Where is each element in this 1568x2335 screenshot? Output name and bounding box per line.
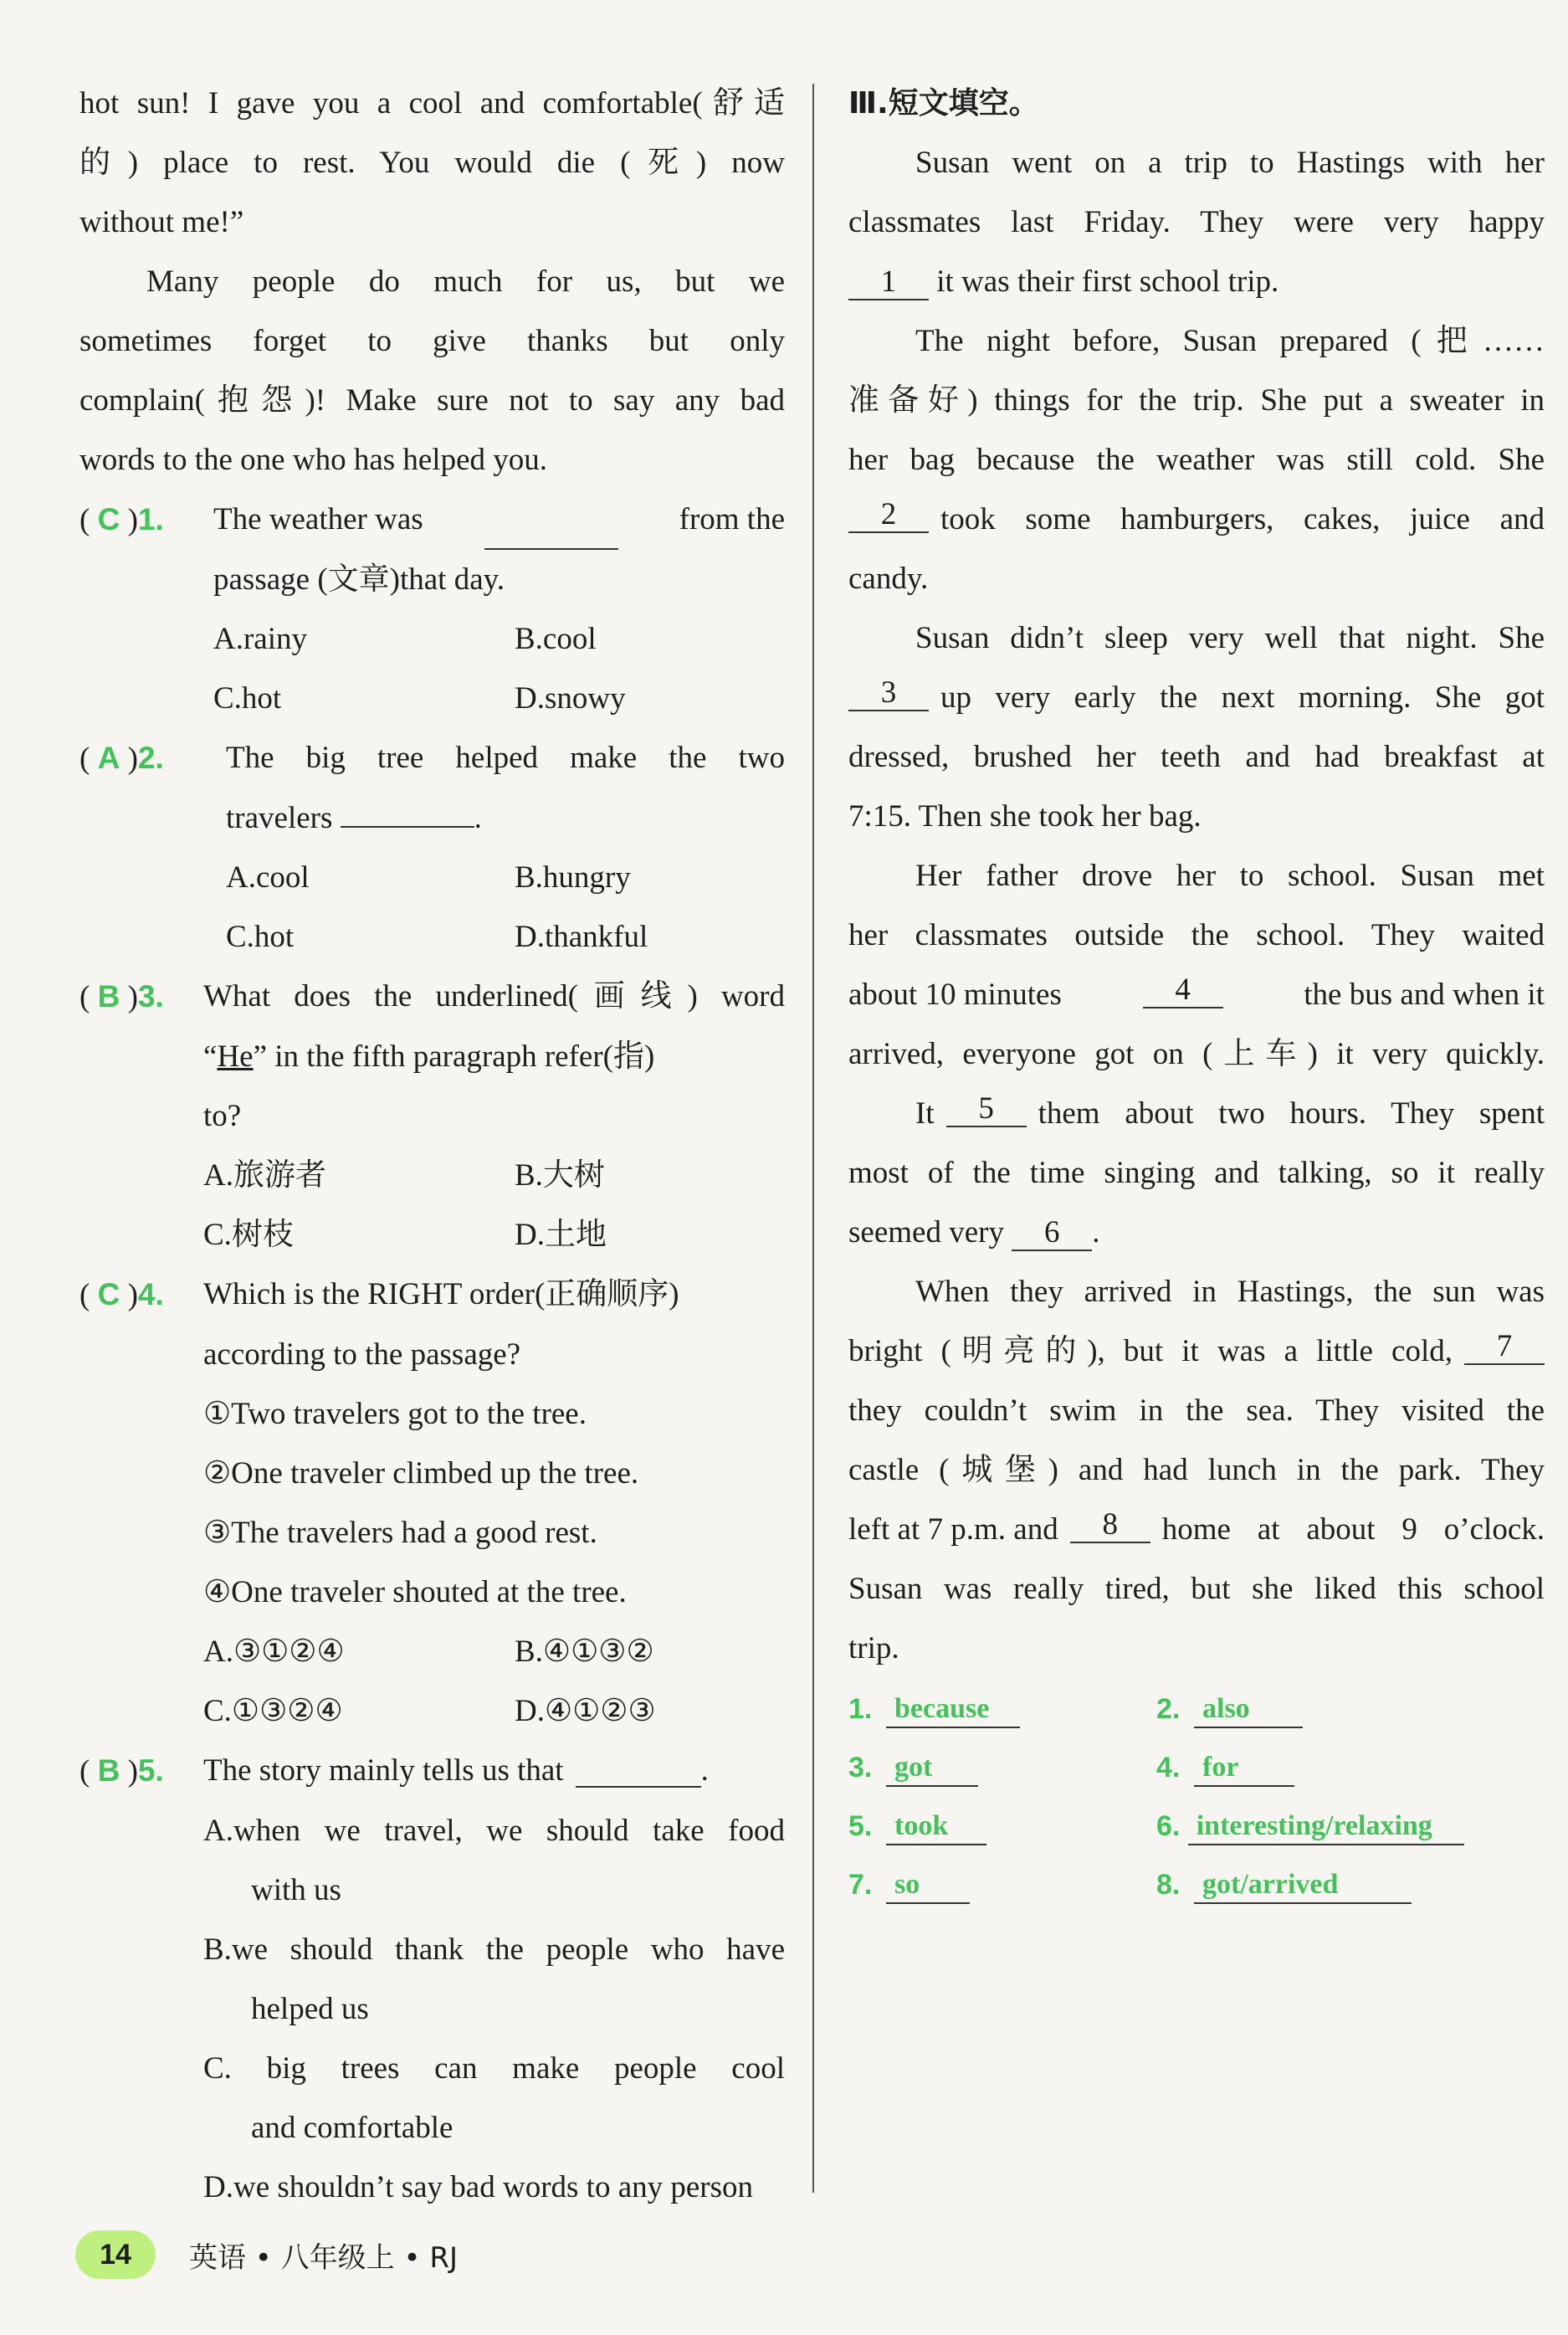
answer-slot: ( C )1.	[79, 502, 164, 537]
section-heading: Ⅲ.短文填空。	[848, 86, 1039, 121]
order-item: ①Two travelers got to the tree.	[203, 1397, 587, 1431]
options-row	[79, 609, 785, 669]
option: D.④①②③	[515, 1694, 656, 1728]
answer-blank	[341, 826, 474, 828]
answer-row	[848, 1680, 1545, 1738]
options-row	[79, 848, 785, 907]
numbered-blank: 8	[1070, 1508, 1150, 1543]
answer-text: got/arrived	[1194, 1869, 1412, 1904]
answer-number: 5.	[848, 1810, 873, 1842]
option: D.we shouldn’t say bad words to any person	[203, 2170, 754, 2204]
answer-item	[848, 1797, 1156, 1855]
order-item: ②One traveler climbed up the tree.	[203, 1456, 639, 1491]
answer-row	[848, 1855, 1545, 1914]
passage-line: 的) place to rest. You would die (死) now	[79, 146, 785, 180]
question-text: What does the underlined(画线) word	[203, 979, 785, 1014]
passage-line: words to the one who has helped you.	[79, 443, 548, 477]
passage-line: 7:15. Then she took her bag.	[848, 799, 1202, 834]
passage-line	[848, 1500, 1545, 1559]
page-number-badge: 14	[75, 2230, 156, 2279]
passage-line	[848, 252, 1545, 311]
answer-number: 3.	[848, 1752, 873, 1783]
passage-text: home at about 9 o’clock.	[1161, 1512, 1545, 1547]
passage-line: her classmates outside the school. They waited	[848, 918, 1545, 952]
passage-line: they couldn’t swim in the sea. They visited the	[848, 1393, 1545, 1428]
options-row	[79, 907, 785, 967]
answer-text: for	[1194, 1752, 1294, 1787]
passage-line: Susan went on a trip to Hastings with her	[915, 146, 1545, 180]
passage-line	[848, 1321, 1545, 1381]
answer-row	[848, 1738, 1545, 1797]
question-text: Which is the RIGHT order(正确顺序)	[203, 1277, 679, 1311]
numbered-blank: 1	[848, 265, 929, 300]
passage-text: them about two hours. They spent	[1038, 1096, 1545, 1131]
answer-blank	[576, 1756, 701, 1788]
answer-number: 8.	[1156, 1869, 1181, 1901]
right-column	[848, 74, 1545, 1914]
question-text: The big tree helped make the two	[226, 741, 785, 775]
answer-blank	[484, 505, 618, 550]
question-3	[79, 967, 785, 1027]
question-text: The weather was	[213, 502, 423, 536]
passage-line: arrived, everyone got on (上车) it very quickly.	[848, 1037, 1545, 1071]
passage-line: classmates last Friday. They were very happy	[848, 205, 1545, 239]
answer-item	[848, 1680, 1156, 1738]
passage-text: left at 7 p.m. and	[848, 1512, 1058, 1547]
passage-line: her bag because the weather was still cold. She	[848, 443, 1545, 477]
passage-line	[848, 1203, 1545, 1262]
passage-text: it was their first school trip.	[936, 264, 1279, 299]
options-row	[79, 1681, 785, 1741]
question-text: according to the passage?	[203, 1337, 521, 1372]
question-text: “	[203, 1039, 218, 1074]
answer-item	[848, 1855, 1156, 1914]
option: B.大树	[515, 1158, 605, 1193]
numbered-blank: 4	[1143, 973, 1223, 1008]
options-row	[79, 1622, 785, 1681]
option: A.when we travel, we should take food	[203, 1814, 785, 1848]
answer-number: 2.	[1156, 1693, 1181, 1725]
option: B.hungry	[515, 860, 631, 895]
question-text: ” in the fifth paragraph refer(指)	[253, 1039, 655, 1074]
passage-line	[848, 1084, 1545, 1143]
passage-line: castle (城堡) and had lunch in the park. They	[848, 1453, 1545, 1487]
passage-line: When they arrived in Hastings, the sun was	[915, 1275, 1545, 1309]
answer-item	[848, 1738, 1156, 1797]
question-5: ( B )5. The story mainly tells us that .	[79, 1741, 785, 1801]
passage-line	[848, 490, 1545, 549]
numbered-blank: 5	[946, 1092, 1027, 1127]
option-cont: helped us	[251, 1992, 369, 2026]
answer-item	[1156, 1680, 1464, 1738]
passage-line: sometimes forget to give thanks but only	[79, 324, 785, 358]
answer-text: because	[886, 1693, 1020, 1728]
answer-text: took	[886, 1810, 986, 1845]
option: C.树枝	[203, 1218, 294, 1252]
passage-line: Her father drove her to school. Susan met	[915, 859, 1545, 893]
question-text: The story mainly tells us that	[203, 1753, 564, 1788]
answer-number: 1.	[848, 1693, 873, 1725]
answer-key	[848, 1680, 1545, 1914]
passage-text: It	[915, 1096, 935, 1131]
page-footer	[75, 2230, 458, 2279]
passage-line: Susan was really tired, but she liked this school	[848, 1572, 1545, 1606]
passage-line: 准备好) things for the trip. She put a sweater in	[848, 383, 1545, 418]
answer-slot: ( B )5.	[79, 1753, 164, 1788]
option: A.③①②④	[203, 1634, 345, 1669]
answer-row	[848, 1797, 1545, 1855]
option: D.土地	[515, 1218, 607, 1252]
answer-number: 7.	[848, 1869, 873, 1901]
answer-number: 6.	[1156, 1810, 1181, 1842]
numbered-blank: 3	[848, 676, 929, 711]
passage-line: without me!”	[79, 205, 244, 239]
option: B.④①③②	[515, 1634, 654, 1669]
option: C.hot	[226, 920, 295, 954]
passage-line: Susan didn’t sleep very well that night. She	[915, 621, 1545, 655]
question-text: passage (文章)that day.	[213, 562, 505, 597]
question-4	[79, 1265, 785, 1325]
passage-text: up very early the next morning. She got	[940, 680, 1545, 715]
numbered-blank: 6	[1012, 1216, 1092, 1251]
option: D.thankful	[515, 920, 648, 954]
question-text-line	[79, 1027, 785, 1086]
passage-text: seemed very	[848, 1215, 1004, 1250]
options-row	[79, 1205, 785, 1265]
question-text-line: travelers .	[226, 801, 482, 835]
passage-line	[848, 668, 1545, 727]
passage-text: took some hamburgers, cakes, juice and	[940, 502, 1545, 536]
question-1	[79, 490, 785, 550]
passage-line: complain(抱怨)! Make sure not to say any bad	[79, 383, 785, 418]
column-divider	[812, 84, 814, 2193]
underlined-word: He	[217, 1039, 254, 1074]
options-row	[79, 1146, 785, 1205]
question-text: to?	[203, 1099, 242, 1133]
numbered-blank: 2	[848, 498, 929, 533]
passage-line: most of the time singing and talking, so it really	[848, 1156, 1545, 1190]
answer-item	[1156, 1855, 1464, 1914]
question-text: from the	[679, 502, 785, 536]
answer-text: got	[886, 1752, 978, 1787]
option: C.①③②④	[203, 1694, 343, 1728]
order-item: ④One traveler shouted at the tree.	[203, 1575, 627, 1609]
passage-text: about 10 minutes	[848, 978, 1062, 1012]
answer-text: so	[886, 1869, 970, 1904]
answer-item	[1156, 1797, 1464, 1855]
answer-text: interesting/relaxing	[1188, 1810, 1464, 1845]
option: A.cool	[226, 860, 310, 895]
option: C. big trees can make people cool	[203, 2051, 785, 2086]
book-title: 英语 • 八年级上 • RJ	[189, 2240, 458, 2275]
question-text: travelers	[226, 801, 333, 835]
left-column	[79, 74, 785, 2217]
options-row	[79, 669, 785, 728]
answer-slot: ( C )4.	[79, 1277, 164, 1312]
passage-line	[848, 965, 1545, 1024]
answer-slot: ( A )2.	[79, 741, 164, 776]
answer-item	[1156, 1738, 1464, 1797]
option: C.hot	[213, 681, 282, 716]
question-2	[79, 728, 785, 788]
option: B.we should thank the people who have	[203, 1932, 785, 1967]
answer-text: also	[1194, 1693, 1303, 1728]
option-cont: and comfortable	[251, 2111, 453, 2145]
passage-text: .	[1092, 1215, 1100, 1250]
passage-text: bright (明亮的), but it was a little cold,	[848, 1334, 1453, 1368]
order-item: ③The travelers had a good rest.	[203, 1516, 597, 1550]
option: A.rainy	[213, 622, 307, 656]
passage-line: trip.	[848, 1631, 899, 1665]
option-cont: with us	[251, 1873, 341, 1907]
option: D.snowy	[515, 681, 626, 716]
passage-line: hot sun! I gave you a cool and comfortable(舒适	[79, 86, 785, 121]
option: A.旅游者	[203, 1158, 326, 1193]
passage-line: candy.	[848, 562, 929, 596]
option: B.cool	[515, 622, 597, 656]
answer-slot: ( B )3.	[79, 979, 164, 1014]
passage-line: Many people do much for us, but we	[146, 264, 785, 299]
passage-text: the bus and when it	[1304, 978, 1545, 1012]
answer-number: 4.	[1156, 1752, 1181, 1783]
passage-line: The night before, Susan prepared (把……	[915, 324, 1545, 358]
passage-line: dressed, brushed her teeth and had breakfast at	[848, 740, 1545, 774]
numbered-blank: 7	[1464, 1330, 1545, 1365]
